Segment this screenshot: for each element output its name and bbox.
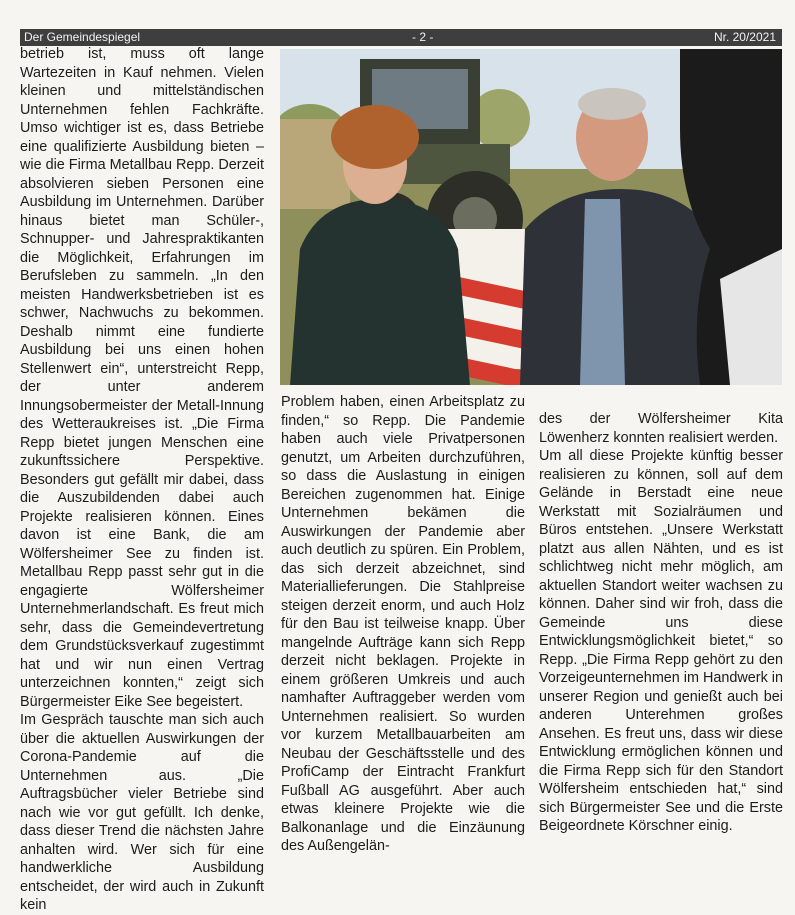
article-column-3 — [539, 410, 783, 836]
paragraph: Um all diese Projekte künftig besser realisieren zu können, soll auf dem Gelände in Berstadt eine neue Werkstatt mit Sozialräumen und Büros entstehen. „Unsere Werkstatt platzt aus allen Nähten, und es ist schlichtweg nicht mehr möglich, am aktuellen Standort weiter wachsen zu können. Daher sind wir froh, dass die Gemeinde uns diese Entwicklungsmöglichkeit bietet,“ so Repp. „Die Firma Repp gehört zu den Vorzeigeunternehmen im Handwerk in unserer Region und genießt auch bei anderen Unterehmen großes Ansehen. Es freut uns, dass wir diese Entwicklung ermöglichen können und die Firma Repp sich für den Standort Wölfersheim entschieden hat,“ sind sich Bürgermeister See und die Erste Beigeordnete Körschner einig. — [539, 448, 783, 834]
paragraph: betrieb ist, muss oft lange Wartezeiten in Kauf nehmen. Vielen kleinen und mittelständischen Unternehmen fehlen Fachkräfte. Umso wichtiger ist es, dass Betriebe eine qualifizierte Ausbildung bieten – wie die Firma Metallbau Repp. Derzeit absolvieren sieben Personen eine Ausbildung im Unternehmen. Darüber hinaus bietet man Schüler-, Schnupper- und Jahrespraktikanten die Möglichkeit, Erfahrungen im Berufsleben zu sammeln. „In den meisten Handwerksbetrieben ist es schwer, Nachwuchs zu bekommen. Deshalb nimmt eine fundierte Ausbildung bei uns einen hohen Stellenwert ein“, unterstreicht Repp, der unter anderem Innungsobermeister der Metall-Innung des Wetteraukreises ist. „Die Firma Repp bietet jungen Menschen eine zukunftssichere Perspektive. Besonders gut gefällt mir dabei, dass die Auszubildenden dabei auch Projekte realisieren können. Eines davon ist eine Bank, die am Wölfersheimer See zu finden ist. Metallbau Repp passt sehr gut in die engagierte Wölfersheimer Unternehmerlandschaft. Es freut mich sehr, dass die Gemeindevertretung dem Grundstücksverkauf zugestimmt hat und wir nun einen Vertrag unterzeichnen konnten,“ zeigt sich Bürgermeister Eike See begeistert. — [20, 46, 264, 710]
page-header — [20, 29, 782, 46]
photo-illustration — [280, 49, 782, 385]
newspaper-title: Der Gemeindespiegel — [24, 30, 141, 44]
issue-number: Nr. 20/2021 — [713, 30, 776, 44]
paragraph: Im Gespräch tauschte man sich auch über die aktuellen Auswirkungen der Corona-Pandemie auf die Unternehmen aus. „Die Auftragsbücher vieler Betriebe sind nach wie vor gut gefüllt. Ich denke, dass dieser Trend die nächsten Jahre anhalten wird. Wer sich für eine handwerkliche Ausbildung entscheidet, der wird auch in Zukunft kein — [20, 712, 264, 913]
article-column-2 — [281, 393, 525, 856]
paragraph: des der Wölfersheimer Kita Löwenherz konnten realisiert werden. — [539, 411, 783, 446]
article-column-1 — [20, 45, 264, 915]
article-photo — [280, 49, 782, 385]
page-number: - 2 - — [412, 30, 434, 44]
paragraph: Problem haben, einen Arbeitsplatz zu finden,“ so Repp. Die Pandemie haben auch viele Privatpersonen genutzt, um Arbeiten durchzuführen, so dass die Auslastung in einigen Bereichen zugenommen hat. Einige Unternehmen bekämen die Auswirkungen der Pandemie aber auch deutlich zu spüren. Ein Problem, das sich derzeit abzeichnet, sind Materiallieferungen. Die Stahlpreise steigen derzeit enorm, und auch Holz für den Bau ist teilweise knapp. Über mangelnde Aufträge kann sich Repp derzeit nicht beklagen. Projekte in einem größeren Umkreis und auch namhafter Auftraggeber werden vom Unternehmen realisiert. So wurden vor kurzem Metallbauarbeiten am Neubau der Geschäftsstelle und des ProfiCamp der Eintracht Frankfurt Fußball AG ausgeführt. Aber auch etwas kleinere Projekte wie die Balkonanlage und die Einzäunung des Außengelän- — [281, 394, 525, 854]
